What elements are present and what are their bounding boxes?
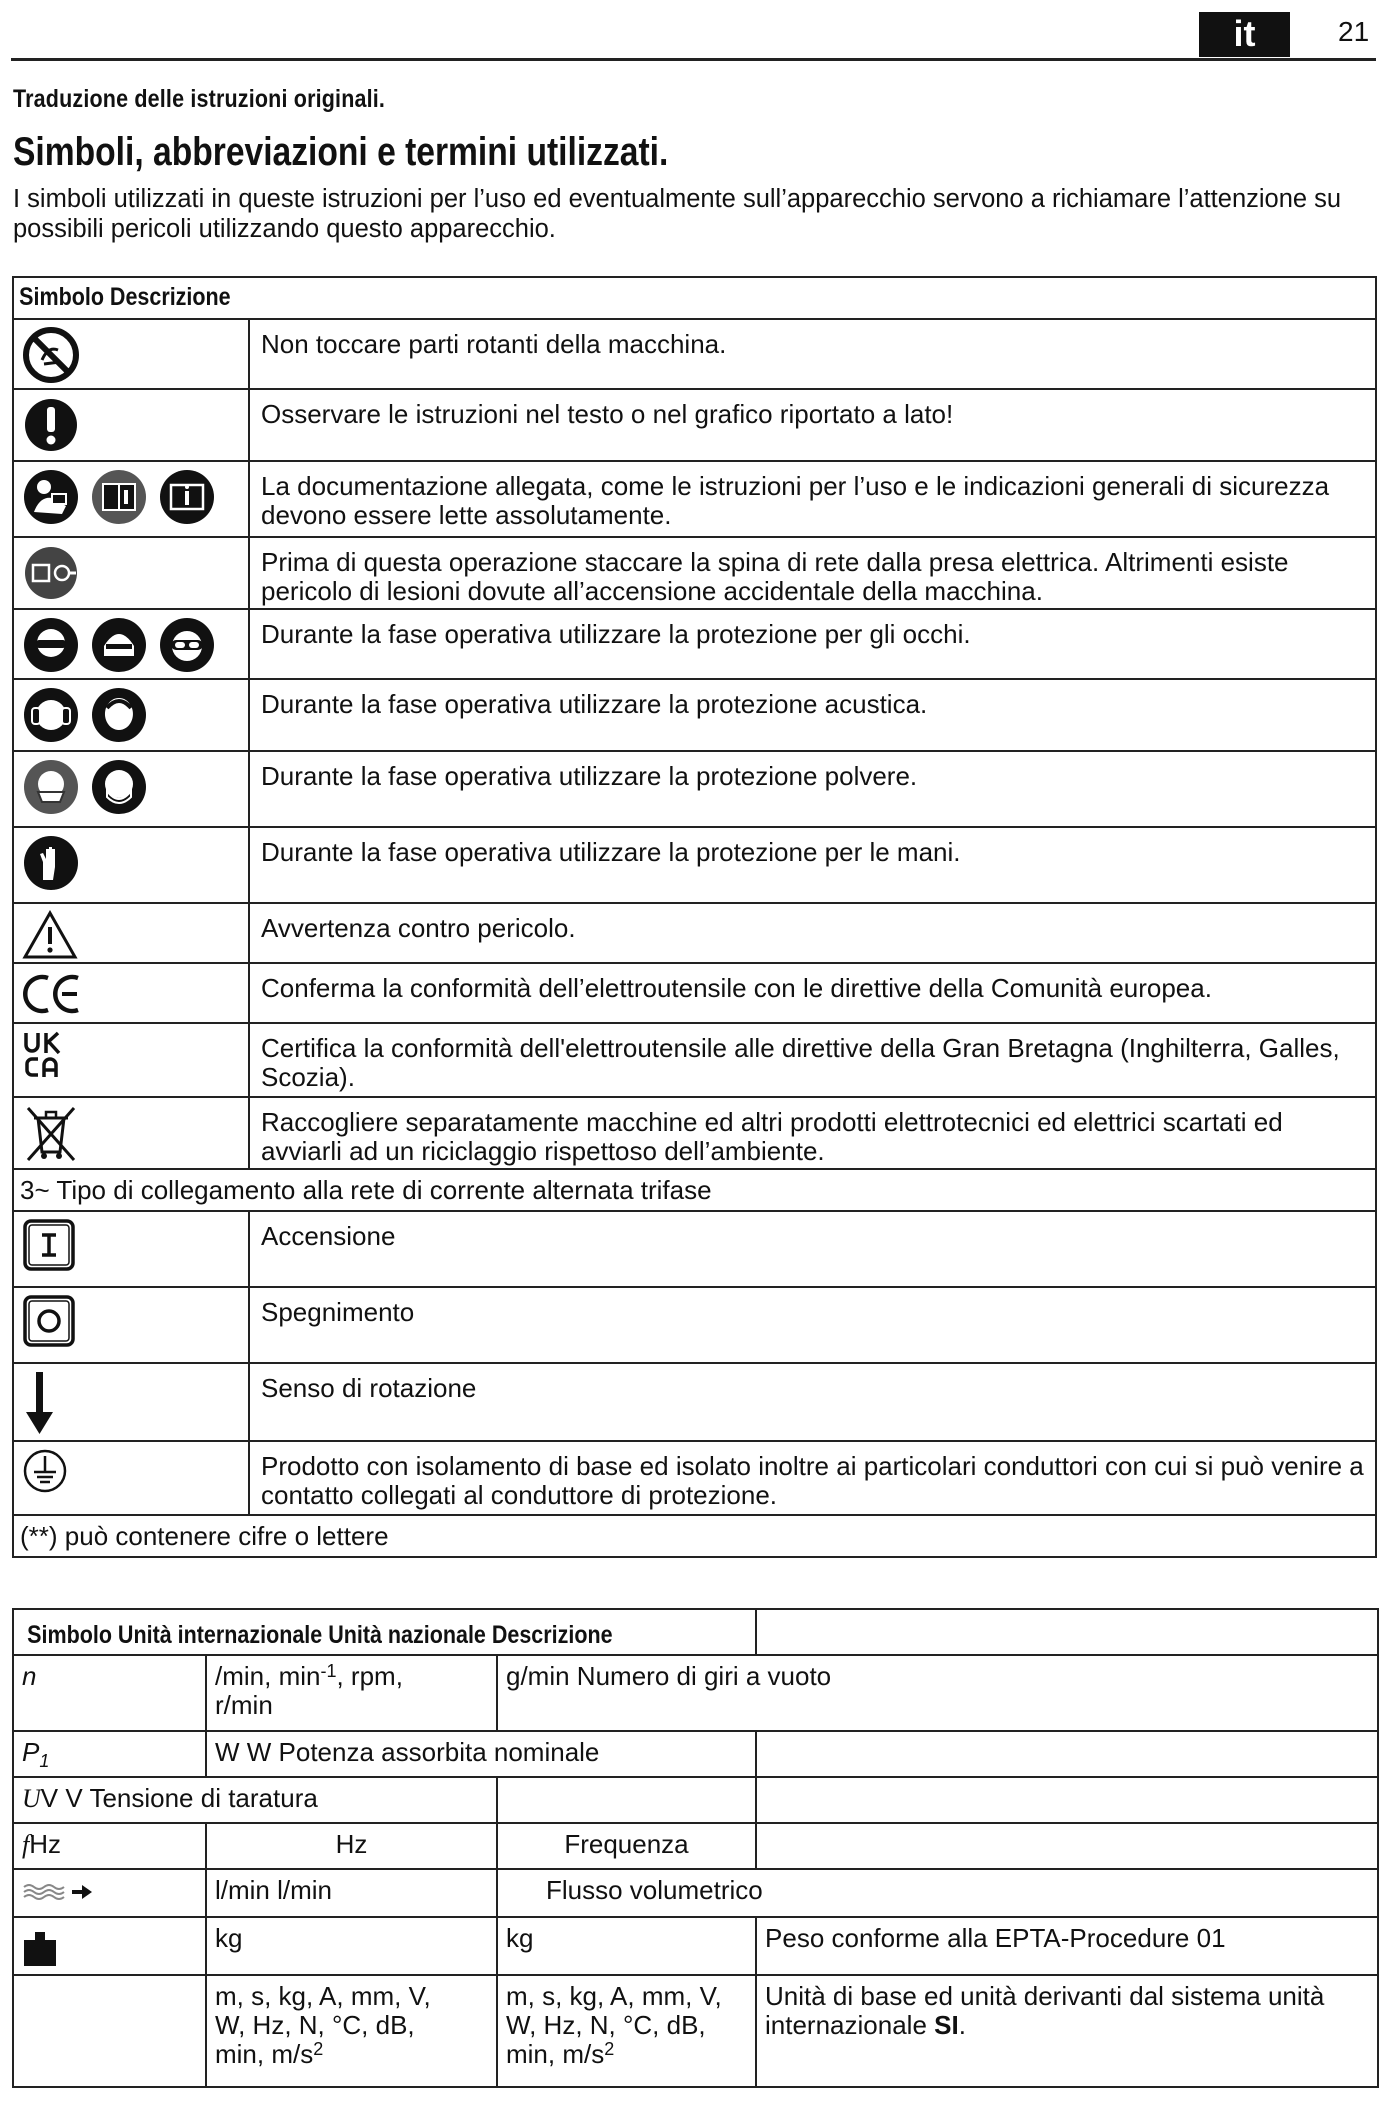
respirator-icon — [90, 758, 148, 816]
unit-international: l/min l/min — [206, 1869, 497, 1917]
eye-protection-icon — [22, 616, 80, 674]
weee-bin-icon — [22, 1104, 80, 1164]
unit-national: m, s, kg, A, mm, V, W, Hz, N, °C, dB, min, $m/s^2$ — [497, 1975, 756, 2087]
symbol-description: Accensione — [249, 1211, 1376, 1287]
symbol-description: Spegnimento — [249, 1287, 1376, 1363]
empty-cell — [756, 1777, 1378, 1823]
symbol-cell — [13, 1023, 249, 1097]
unit-description: Unità di base ed unità derivanti dal sistema unità internazionale SI. — [756, 1975, 1378, 2087]
symbol-cell — [13, 537, 249, 609]
symbol-description: Prodotto con isolamento di base ed isolato inoltre ai particolari conduttori con cui si può venire a contatto collegati al conduttore di protezione. — [249, 1441, 1376, 1515]
symbol-cell — [13, 827, 249, 903]
power-off-icon — [22, 1294, 76, 1348]
footnote: (**) può contenere cifre o lettere — [13, 1515, 1376, 1557]
page-title: Simboli, abbreviazioni e termini utilizzati. — [13, 130, 669, 174]
exclamation-icon — [22, 396, 80, 454]
symbol-cell — [13, 1211, 249, 1287]
unit-symbol: fHz — [13, 1823, 206, 1869]
symbol-description: Prima di questa operazione staccare la spina di rete dalla presa elettrica. Altrimenti esiste pericolo di lesioni dovute all’accensione accidentale della macchina. — [249, 537, 1376, 609]
symbol-cell — [13, 1097, 249, 1169]
unit-national-description: g/min Numero di giri a vuoto — [497, 1655, 1378, 1731]
empty-cell — [756, 1609, 1378, 1655]
symbol-description: La documentazione allegata, come le istruzioni per l’uso e le indicazioni generali di sicurezza devono essere lette assolutamente. — [249, 461, 1376, 537]
unplug-icon — [22, 544, 80, 602]
manual-i-icon — [158, 468, 216, 526]
gloves-icon — [22, 834, 80, 892]
symbol-cell — [13, 1363, 249, 1441]
read-manual-icon — [22, 468, 80, 526]
page-header — [11, 0, 1376, 61]
symbol-description: Senso di rotazione — [249, 1363, 1376, 1441]
empty-cell — [756, 1823, 1378, 1869]
warning-triangle-icon — [22, 910, 78, 960]
unit-description: Frequenza — [497, 1823, 756, 1869]
units-table-header: Simbolo Unità internazionale Unità nazionale Descrizione — [13, 1609, 756, 1655]
ce-mark-icon — [22, 970, 86, 1018]
unit-international: /min, $\min^{-1}$, rpm, r/min — [206, 1655, 497, 1731]
symbol-description: Raccogliere separatamente macchine ed altri prodotti elettrotecnici ed elettrici scartati ed avviarli ad un riciclaggio rispettoso dell’ambiente. — [249, 1097, 1376, 1169]
page-number: 21 — [1338, 16, 1370, 47]
symbols-table-header: Simbolo Descrizione — [13, 277, 1376, 319]
symbol-description: Durante la fase operativa utilizzare la protezione polvere. — [249, 751, 1376, 827]
goggles-icon — [158, 616, 216, 674]
ear-protection-icon — [22, 686, 80, 744]
symbol-cell — [13, 389, 249, 461]
empty-cell — [13, 1975, 206, 2087]
language-badge: it — [1199, 12, 1290, 57]
unit-symbol — [13, 1917, 206, 1975]
rotation-arrow-icon — [22, 1370, 58, 1436]
power-on-icon — [22, 1218, 76, 1272]
unit-description: Peso conforme alla EPTA-Procedure 01 — [756, 1917, 1378, 1975]
symbol-description: Durante la fase operativa utilizzare la protezione per gli occhi. — [249, 609, 1376, 679]
unit-international: Hz — [206, 1823, 497, 1869]
empty-cell — [756, 1731, 1378, 1777]
manual-info-icon — [90, 468, 148, 526]
symbol-cell — [13, 679, 249, 751]
unit-row-text: UV V Tensione di taratura — [13, 1777, 497, 1823]
units-table — [12, 1608, 1379, 2088]
translation-note: Traduzione delle istruzioni originali. — [13, 85, 386, 113]
intro-paragraph: I simboli utilizzati in queste istruzioni per l’uso ed eventualmente sull’apparecchio servono a richiamare l’attenzione su possibili pericoli utilizzando questo apparecchio. — [13, 185, 1342, 243]
symbol-cell — [13, 609, 249, 679]
unit-symbol: $P_1$ — [13, 1731, 206, 1777]
three-phase-note: 3~ Tipo di collegamento alla rete di corrente alternata trifase — [13, 1169, 1376, 1211]
unit-national: kg — [497, 1917, 756, 1975]
protective-earth-icon — [22, 1448, 68, 1494]
symbol-description: Osservare le istruzioni nel testo o nel grafico riportato a lato! — [249, 389, 1376, 461]
unit-row-text: W W Potenza assorbita nominale — [206, 1731, 756, 1777]
dust-mask-icon — [22, 758, 80, 816]
symbol-description: Non toccare parti rotanti della macchina. — [249, 319, 1376, 389]
symbol-description: Avvertenza contro pericolo. — [249, 903, 1376, 963]
symbol-cell — [13, 903, 249, 963]
symbol-description: Certifica la conformità dell'elettroutensile alle direttive della Gran Bretagna (Inghilterra, Galles, Scozia). — [249, 1023, 1376, 1097]
symbol-description: Conferma la conformità dell’elettroutensile con le direttive della Comunità europea. — [249, 963, 1376, 1023]
no-touch-rotating-icon — [22, 326, 80, 384]
symbol-cell — [13, 751, 249, 827]
symbol-cell — [13, 1441, 249, 1515]
ukca-mark-icon — [22, 1030, 72, 1082]
symbol-cell — [13, 1287, 249, 1363]
empty-cell — [497, 1777, 756, 1823]
face-shield-icon — [90, 616, 148, 674]
ear-muffs-icon — [90, 686, 148, 744]
unit-symbol — [13, 1869, 206, 1917]
symbol-cell — [13, 963, 249, 1023]
flow-icon — [22, 1882, 94, 1902]
unit-international: m, s, kg, A, mm, V, W, Hz, N, °C, dB, min, $m/s^2$ — [206, 1975, 497, 2087]
symbol-cell — [13, 461, 249, 537]
unit-description: Flusso volumetrico — [497, 1869, 1378, 1917]
unit-international: kg — [206, 1917, 497, 1975]
weight-icon — [22, 1930, 58, 1968]
symbol-cell — [13, 319, 249, 389]
symbol-description: Durante la fase operativa utilizzare la protezione acustica. — [249, 679, 1376, 751]
symbol-description: Durante la fase operativa utilizzare la protezione per le mani. — [249, 827, 1376, 903]
unit-symbol: n — [13, 1655, 206, 1731]
symbols-table — [12, 276, 1377, 1558]
